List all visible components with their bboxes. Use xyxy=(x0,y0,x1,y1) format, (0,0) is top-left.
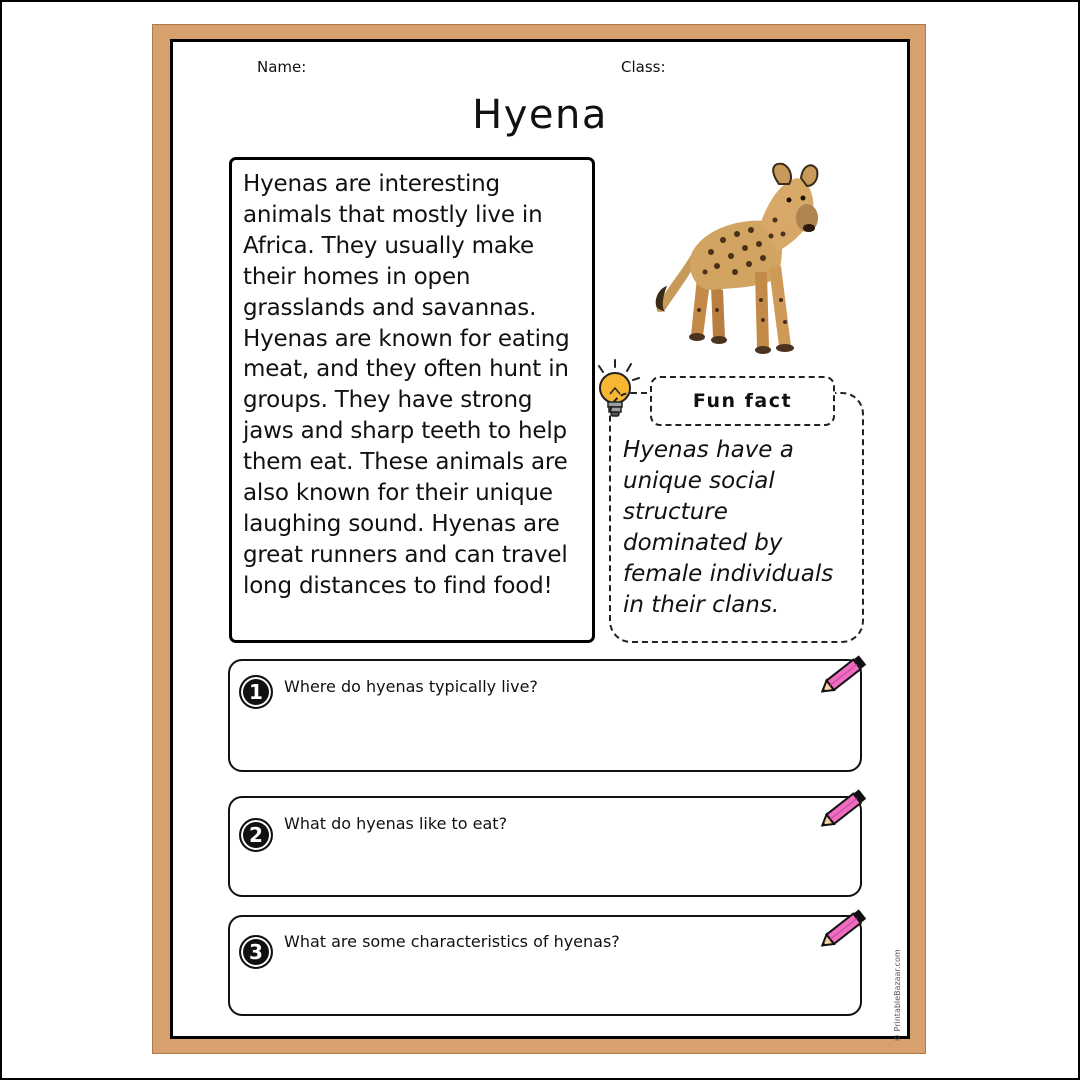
pencil-icon xyxy=(819,906,871,952)
question-2-number: 2 xyxy=(239,818,273,852)
question-2-text: What do hyenas like to eat? xyxy=(284,814,508,833)
reading-passage: Hyenas are interesting animals that mostly live in Africa. They usually make their homes in open grasslands and savannas. Hyenas are known for eating meat, and they often hunt in groups. They have strong jaws and sharp teeth to help them eat. These animals are also known for their unique laughing sound. Hyenas are great runners and can travel long distances to find food! xyxy=(243,171,570,599)
name-label: Name: xyxy=(257,58,307,76)
copyright-watermark-text: © PrintableBazaar.com xyxy=(893,949,902,1042)
question-3-text: What are some characteristics of hyenas? xyxy=(284,932,620,951)
reading-passage-box xyxy=(229,157,595,643)
copyright-watermark xyxy=(893,942,905,1042)
fun-fact-heading: Fun fact xyxy=(650,376,835,426)
question-1-text: Where do hyenas typically live? xyxy=(284,677,538,696)
pencil-icon xyxy=(819,786,871,832)
question-1-answer-box[interactable] xyxy=(228,659,862,772)
question-3-answer-box[interactable] xyxy=(228,915,862,1016)
question-2-answer-box[interactable] xyxy=(228,796,862,897)
worksheet-page xyxy=(170,39,910,1042)
question-3-number: 3 xyxy=(239,935,273,969)
hyena-illustration xyxy=(651,160,821,360)
question-1-number: 1 xyxy=(239,675,273,709)
class-label: Class: xyxy=(621,58,666,76)
pencil-icon xyxy=(819,652,871,698)
fun-fact-text: Hyenas have a unique social structure dominated by female individuals in their clans. xyxy=(623,437,834,618)
page-title: Hyena xyxy=(472,92,608,138)
